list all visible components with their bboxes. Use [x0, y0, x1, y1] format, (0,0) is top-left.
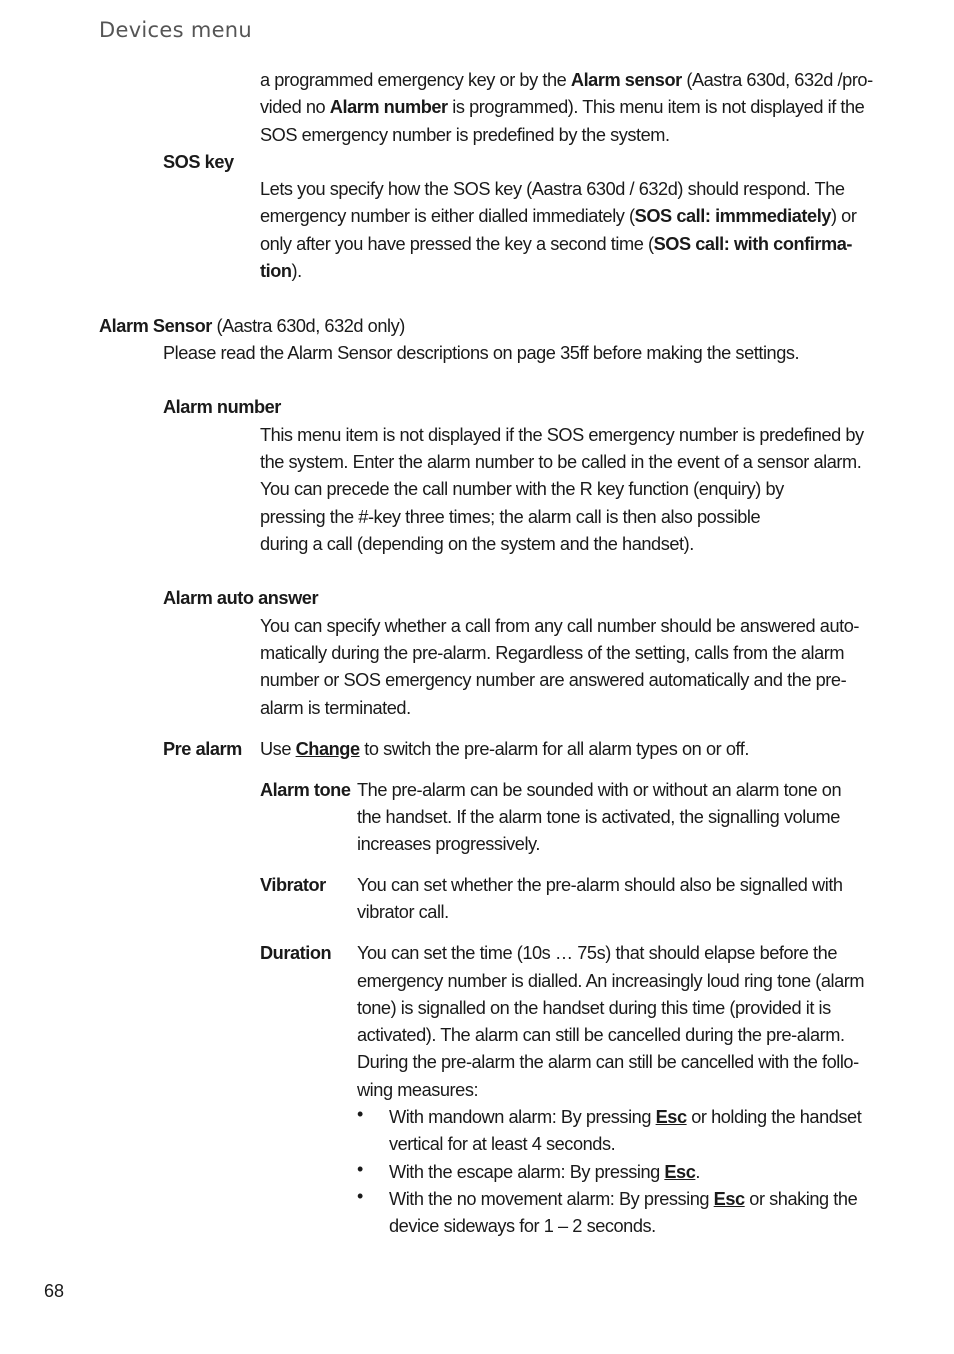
sos-key-line-2: emergency number is either dialled immediately (SOS call: immmediately) or	[260, 206, 857, 226]
alarm-sensor-note: Please read the Alarm Sensor descriptions on page 35ff before making the settings.	[163, 343, 800, 363]
alarm-number-line: the system. Enter the alarm number to be called in the event of a sensor alarm.	[260, 452, 862, 472]
alarm-tone-line: increases progressively.	[357, 834, 540, 854]
alarm-auto-answer-line: alarm is terminated.	[260, 698, 411, 718]
alarm-number-heading: Alarm number	[163, 397, 281, 417]
bullet-item-mandown: With mandown alarm: By pressing Esc or holding the handset	[389, 1107, 862, 1127]
vibrator-line: You can set whether the pre-alarm should also be signalled with	[357, 875, 843, 895]
bullet-marker: •	[357, 1159, 364, 1179]
alarm-tone-heading: Alarm tone	[260, 780, 351, 800]
alarm-auto-answer-heading: Alarm auto answer	[163, 588, 319, 608]
duration-line: During the pre-alarm the alarm can still be cancelled with the follo-	[357, 1052, 859, 1072]
pre-alarm-line: Use Change to switch the pre-alarm for all alarm types on or off.	[260, 739, 749, 759]
intro-line-3: SOS emergency number is predefined by the system.	[260, 125, 670, 145]
alarm-tone-line: the handset. If the alarm tone is activated, the signalling volume	[357, 807, 840, 827]
esc-softkey: Esc	[664, 1162, 696, 1182]
duration-line: emergency number is dialled. An increasingly loud ring tone (alarm	[357, 971, 865, 991]
esc-softkey: Esc	[655, 1107, 687, 1127]
sos-key-line-4: tion).	[260, 261, 302, 281]
duration-line: activated). The alarm can still be cancelled during the pre-alarm.	[357, 1025, 845, 1045]
intro-line-1: a programmed emergency key or by the Alarm sensor (Aastra 630d, 632d /pro-	[260, 70, 873, 90]
alarm-auto-answer-line: matically during the pre-alarm. Regardless of the setting, calls from the alarm	[260, 643, 845, 663]
alarm-auto-answer-line: You can specify whether a call from any call number should be answered auto-	[260, 616, 860, 636]
sos-key-line-3: only after you have pressed the key a second time (SOS call: with confirma-	[260, 234, 852, 254]
alarm-auto-answer-line: number or SOS emergency number are answered automatically and the pre-	[260, 670, 847, 690]
alarm-sensor-heading: Alarm Sensor (Aastra 630d, 632d only)	[99, 316, 405, 336]
bullet-item-no-movement-cont: device sideways for 1 – 2 seconds.	[389, 1216, 656, 1236]
intro-line-2: vided no Alarm number is programmed). This menu item is not displayed if the	[260, 97, 865, 117]
bullet-marker: •	[357, 1104, 364, 1124]
alarm-number-line: pressing the #-key three times; the alarm call is then also possible	[260, 507, 761, 527]
pre-alarm-heading: Pre alarm	[163, 739, 242, 759]
page-header: Devices menu	[99, 18, 253, 42]
alarm-number-line: You can precede the call number with the R key function (enquiry) by	[260, 479, 784, 499]
alarm-tone-line: The pre-alarm can be sounded with or without an alarm tone on	[357, 780, 842, 800]
bullet-item-mandown-cont: vertical for at least 4 seconds.	[389, 1134, 616, 1154]
page-number: 68	[44, 1281, 65, 1301]
bullet-item-no-movement: With the no movement alarm: By pressing Esc or shaking the	[389, 1189, 858, 1209]
change-softkey: Change	[295, 739, 360, 759]
vibrator-line: vibrator call.	[357, 902, 449, 922]
alarm-number-line: during a call (depending on the system and the handset).	[260, 534, 694, 554]
duration-heading: Duration	[260, 943, 332, 963]
vibrator-heading: Vibrator	[260, 875, 326, 895]
esc-softkey: Esc	[713, 1189, 745, 1209]
duration-line: You can set the time (10s … 75s) that should elapse before the	[357, 943, 837, 963]
duration-line: tone) is signalled on the handset during this time (provided it is	[357, 998, 831, 1018]
sos-key-heading: SOS key	[163, 152, 234, 172]
alarm-number-line: This menu item is not displayed if the SOS emergency number is predefined by	[260, 425, 864, 445]
bullet-marker: •	[357, 1186, 364, 1206]
bullet-item-escape: With the escape alarm: By pressing Esc.	[389, 1162, 700, 1182]
sos-key-line-1: Lets you specify how the SOS key (Aastra 630d / 632d) should respond. The	[260, 179, 845, 199]
duration-line: wing measures:	[357, 1080, 479, 1100]
